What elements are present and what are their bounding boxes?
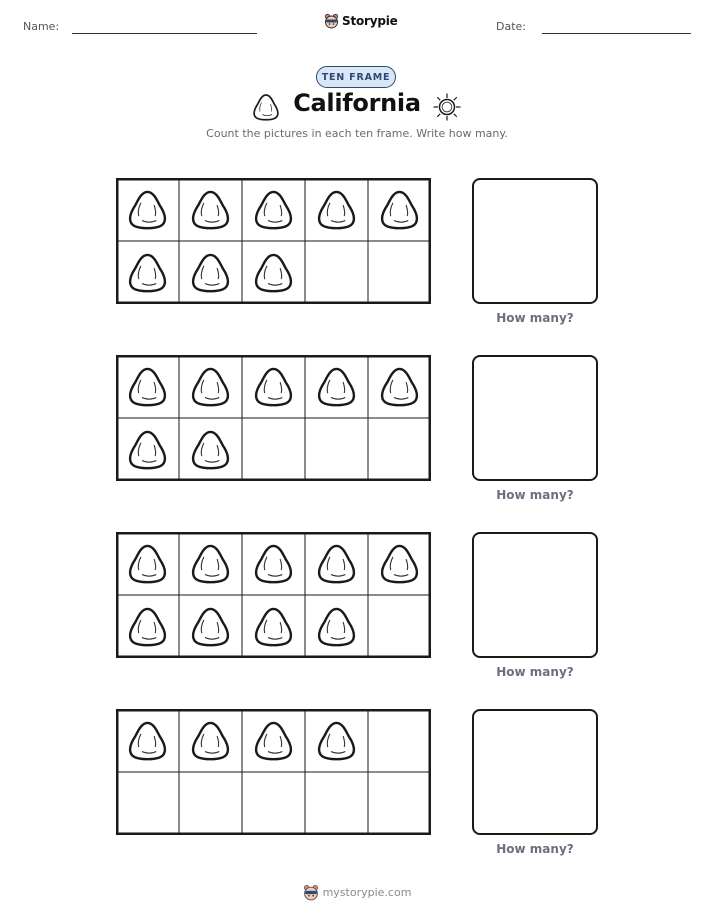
ten-frame-cell — [368, 418, 431, 481]
ten-frame-4 — [116, 709, 431, 835]
rock-icon — [256, 192, 291, 228]
how-many-label-4: How many? — [496, 842, 574, 856]
footer-site: mystorypie.com — [322, 886, 412, 899]
ten-frame-cell — [116, 355, 179, 418]
rock-icon — [382, 369, 417, 405]
rock-icon — [256, 255, 291, 291]
rock-icon — [319, 723, 354, 759]
name-label: Name: — [23, 20, 60, 33]
ten-frame-cell — [305, 178, 368, 241]
ten-frame-cell — [116, 709, 179, 772]
ten-frame-cell — [368, 532, 431, 595]
mascot-icon — [324, 13, 339, 29]
ten-frame-cell — [368, 772, 431, 835]
rock-icon — [130, 432, 165, 468]
rock-icon — [130, 609, 165, 645]
date-line[interactable] — [542, 33, 691, 34]
ten-frame-cell — [242, 772, 305, 835]
ten-frame-cell — [368, 709, 431, 772]
activity-badge: TEN FRAME — [316, 66, 396, 88]
ten-frame-cell — [116, 418, 179, 481]
answer-box-4[interactable] — [472, 709, 598, 835]
rock-icon — [256, 723, 291, 759]
ten-frame-cell — [368, 595, 431, 658]
footer — [0, 884, 714, 901]
rock-icon — [193, 192, 228, 228]
ten-frame-cell — [305, 532, 368, 595]
ten-frame-cell — [179, 709, 242, 772]
ten-frame-cell — [179, 418, 242, 481]
ten-frame-cell — [368, 178, 431, 241]
rock-icon — [130, 192, 165, 228]
ten-frame-cell — [179, 241, 242, 304]
ten-frame-2 — [116, 355, 431, 481]
ten-frame-cell — [179, 532, 242, 595]
rock-icon — [319, 192, 354, 228]
ten-frame-cell — [179, 355, 242, 418]
ten-frame-cell — [179, 595, 242, 658]
rock-icon — [319, 369, 354, 405]
ten-frame-cell — [179, 772, 242, 835]
ten-frame-cell — [242, 178, 305, 241]
answer-box-3[interactable] — [472, 532, 598, 658]
ten-frame-cell — [116, 178, 179, 241]
rock-icon — [319, 609, 354, 645]
ten-frame-cell — [242, 241, 305, 304]
ten-frame-cell — [305, 241, 368, 304]
rock-icon — [319, 546, 354, 582]
rock-icon — [256, 546, 291, 582]
rock-icon — [193, 255, 228, 291]
ten-frame-cell — [242, 355, 305, 418]
rock-icon — [193, 546, 228, 582]
how-many-label-3: How many? — [496, 665, 574, 679]
brand-logo — [324, 13, 398, 29]
rock-icon — [130, 546, 165, 582]
rock-icon — [193, 609, 228, 645]
rock-icon — [130, 369, 165, 405]
brand-name: Storypie — [342, 14, 398, 28]
ten-frame-cell — [242, 709, 305, 772]
ten-frame-cell — [368, 355, 431, 418]
mascot-icon — [303, 884, 319, 901]
ten-frame-cell — [116, 241, 179, 304]
ten-frame-cell — [242, 418, 305, 481]
ten-frame-cell — [305, 595, 368, 658]
rock-icon — [256, 369, 291, 405]
rock-icon — [382, 546, 417, 582]
ten-frame-cell — [368, 241, 431, 304]
name-line[interactable] — [72, 33, 257, 34]
ten-frame-cell — [116, 595, 179, 658]
ten-frame-cell — [242, 595, 305, 658]
ten-frame-cell — [305, 772, 368, 835]
ten-frame-3 — [116, 532, 431, 658]
rock-icon — [130, 723, 165, 759]
ten-frame-cell — [305, 418, 368, 481]
ten-frame-cell — [242, 532, 305, 595]
rock-icon — [193, 369, 228, 405]
rock-icon — [130, 255, 165, 291]
date-label: Date: — [496, 20, 526, 33]
page-title: California — [293, 89, 421, 117]
rock-icon — [251, 92, 281, 122]
rock-icon — [382, 192, 417, 228]
answer-box-2[interactable] — [472, 355, 598, 481]
ten-frame-cell — [116, 772, 179, 835]
rock-icon — [193, 432, 228, 468]
answer-box-1[interactable] — [472, 178, 598, 304]
sun-icon — [432, 92, 462, 122]
rock-icon — [256, 609, 291, 645]
how-many-label-1: How many? — [496, 311, 574, 325]
rock-icon — [193, 723, 228, 759]
instructions: Count the pictures in each ten frame. Write how many. — [206, 127, 508, 140]
ten-frame-cell — [305, 355, 368, 418]
ten-frame-1 — [116, 178, 431, 304]
ten-frame-cell — [305, 709, 368, 772]
ten-frame-cell — [179, 178, 242, 241]
how-many-label-2: How many? — [496, 488, 574, 502]
ten-frame-cell — [116, 532, 179, 595]
